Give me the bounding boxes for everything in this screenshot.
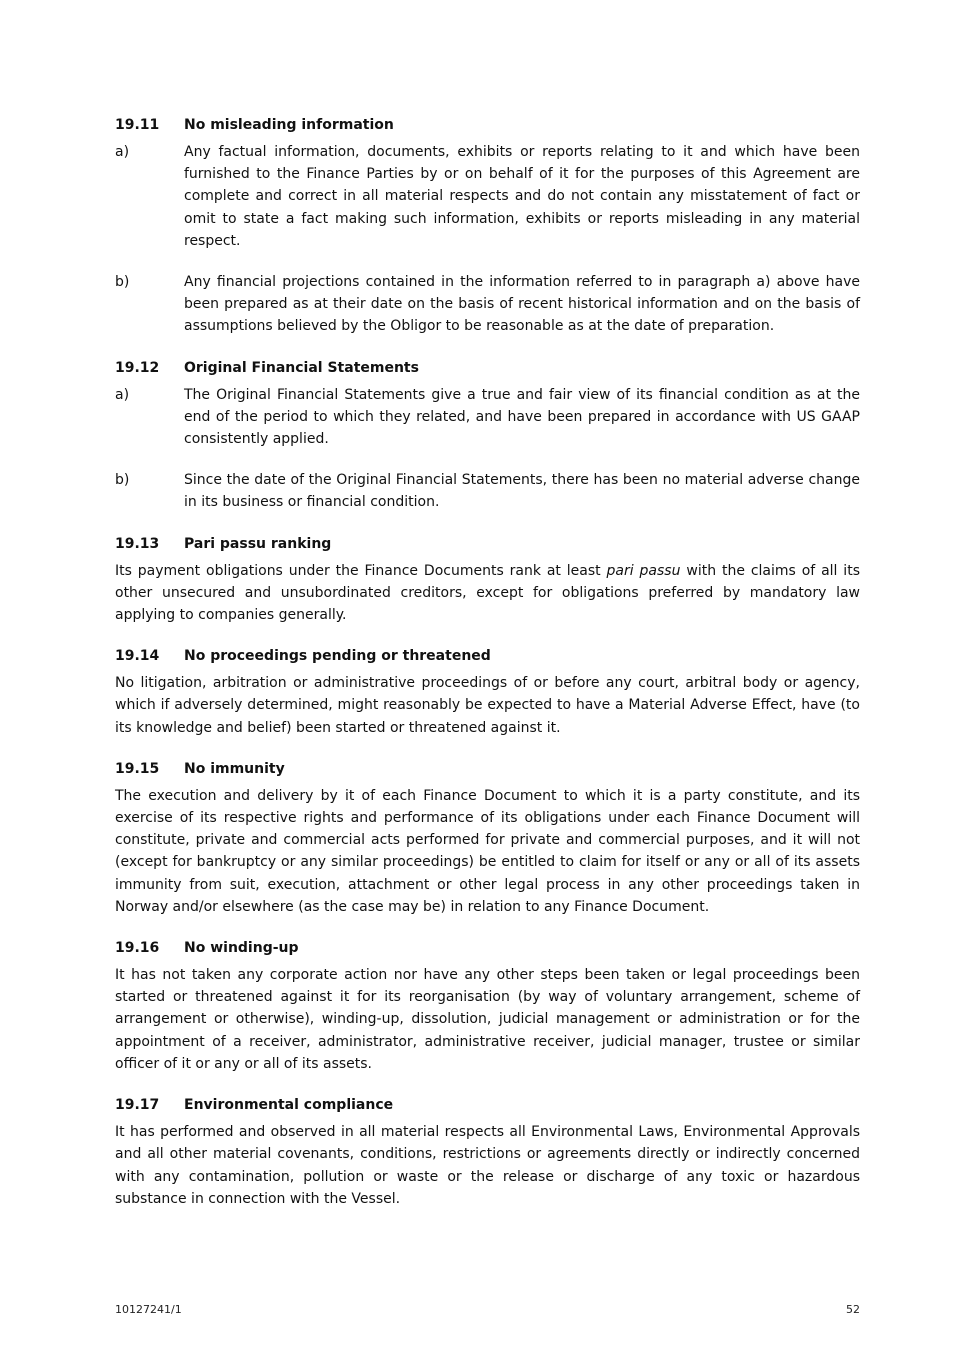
document-reference: 10127241/1 [115, 1303, 182, 1316]
clause-label: b) [115, 472, 130, 489]
clause-item [115, 141, 860, 252]
section-paragraph: It has not taken any corporate action nor have any other steps been taken or legal proceedings been started or threatened against it for its reorganisation (by way of voluntary arrangement, scheme of arrangement or otherwise), winding-up, dissolution, judicial management or administration or for the appointment of a receiver, administrator, administrative receiver, judicial manager, trustee or similar officer of it or any or all of its assets. [115, 967, 860, 1072]
clause-label: b) [115, 274, 130, 291]
section-number: 19.14 [115, 648, 160, 665]
section-number: 19.11 [115, 117, 160, 133]
document-page [115, 114, 860, 1210]
section-number: 19.13 [115, 535, 160, 552]
clause-text: The Original Financial Statements give a true and fair view of its financial condition as at the end of the period to which they related, and have been prepared in accordance with US GAAP consistently applied. [184, 386, 860, 448]
clause-item [115, 384, 860, 451]
section-heading-19-12 [115, 357, 860, 379]
section-paragraph: It has performed and observed in all material respects all Environmental Laws, Environmental Approvals and all other material covenants, conditions, restrictions or agreements directly or indirectly concerned with any contamination, pollution or waste or the release or discharge of any toxic or hazardous substance in connection with the Vessel. [115, 1124, 860, 1207]
paragraph-text: Its payment obligations under the Finance Documents rank at least [115, 562, 607, 579]
section-title: Pari passu ranking [184, 535, 332, 552]
section-number: 19.16 [115, 940, 160, 957]
clause-label: a) [115, 144, 130, 160]
clause-text: Since the date of the Original Financial Statements, there has been no material adverse change in its business or financial condition. [184, 472, 860, 511]
clause-item [115, 469, 860, 513]
section-title: No proceedings pending or threatened [184, 648, 491, 665]
section-number: 19.12 [115, 359, 160, 376]
section-heading-19-14 [115, 645, 860, 667]
paragraph-text: with the claims of all its other unsecured and unsubordinated creditors, except for obligations preferred by mandatory law applying to companies generally. [115, 562, 860, 624]
clause-item [115, 271, 860, 338]
clause-text: Any financial projections contained in the information referred to in paragraph a) above have been prepared as at their date on the basis of recent historical information and on the basis of assumptions believed by the Obligor to be reasonable as at the date of preparation. [184, 274, 860, 335]
section-title: No winding-up [184, 940, 299, 957]
section-heading-19-16 [115, 937, 860, 959]
section-heading-19-11 [115, 114, 860, 136]
section-number: 19.17 [115, 1097, 160, 1114]
section-title: Original Financial Statements [184, 359, 419, 376]
section-heading-19-13 [115, 533, 860, 555]
paragraph-italic-term: pari passu [606, 562, 681, 579]
clause-label: a) [115, 386, 130, 403]
section-title: No immunity [184, 760, 285, 777]
section-paragraph: The execution and delivery by it of each Finance Document to which it is a party constitute, and its exercise of its respective rights and performance of its obligations under each Finance Document will constitute, private and commercial acts performed for private and commercial purposes, and it will not (except for bankruptcy or any similar proceedings) be entitled to claim for itself or any or all of its assets immunity from suit, execution, attachment or other legal process in any other proceedings taken in Norway and/or elsewhere (as the case may be) in relation to any Finance Document. [115, 787, 860, 915]
section-paragraph: No litigation, arbitration or administrative proceedings of or before any court, arbitral body or agency, which if adversely determined, might reasonably be expected to have a Material Adverse Effect, have (to its knowledge and belief) been started or threatened against it. [115, 675, 860, 736]
clause-text: Any factual information, documents, exhibits or reports relating to it and which have been furnished to the Finance Parties by or on behalf of it for the purposes of this Agreement are complete and correct in all material respects and do not contain any misstatement of fact or omit to state a fact making such information, exhibits or reports misleading in any material respect. [184, 144, 860, 249]
section-heading-19-17 [115, 1094, 860, 1116]
section-heading-19-15 [115, 758, 860, 780]
section-paragraph [115, 560, 860, 627]
page-number: 52 [846, 1303, 860, 1316]
section-title: No misleading information [184, 117, 394, 133]
section-title: Environmental compliance [184, 1097, 394, 1114]
section-number: 19.15 [115, 760, 160, 777]
